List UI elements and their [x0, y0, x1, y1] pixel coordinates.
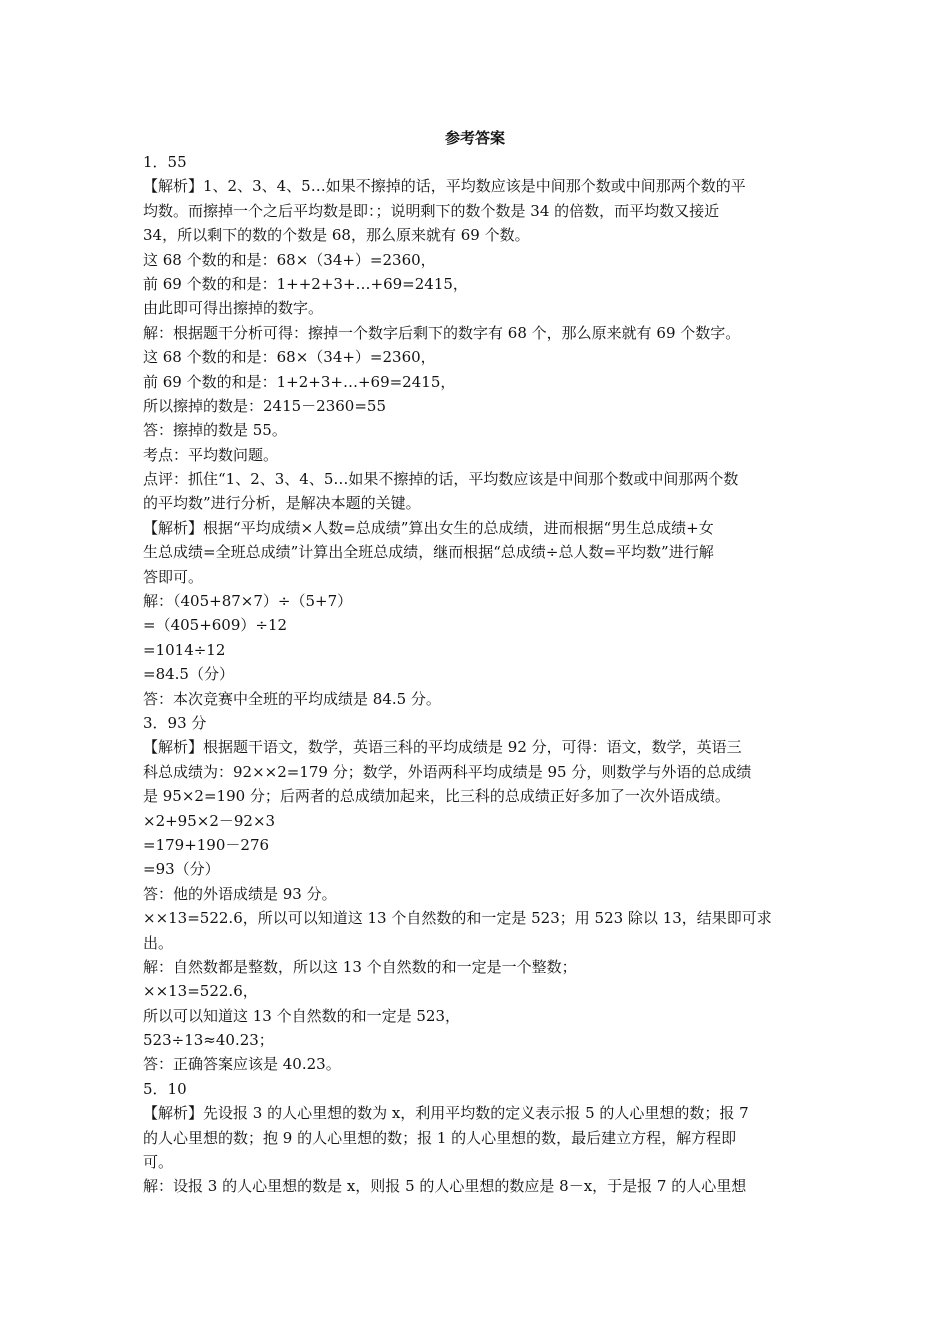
text-line: 点评：抓住“1、2、3、4、5…如果不擦掉的话，平均数应该是中间那个数或中间那两个数 — [143, 470, 739, 489]
text-line: 的平均数”进行分析，是解决本题的关键。 — [143, 494, 421, 513]
text-line: 1．55 — [143, 153, 187, 171]
text-line: 由此即可得出擦掉的数字。 — [143, 299, 324, 318]
text-line: 【解析】根据题干语文，数学，英语三科的平均成绩是 92 分，可得：语文，数学，英语三 — [143, 738, 742, 757]
text-line: 答：擦掉的数是 55。 — [143, 421, 287, 440]
text-line: 所以可以知道这 13 个自然数的和一定是 523， — [143, 1006, 461, 1025]
text-line: 523÷13≈40.23； — [143, 1031, 274, 1050]
text-line: 是 95×2=190 分；后两者的总成绩加起来，比三科的总成绩正好多加了一次外语成绩。 — [143, 787, 730, 806]
text-line: 可。 — [143, 1153, 174, 1172]
text-line: =179+190－276 — [143, 835, 270, 854]
text-line: ××13=522.6， — [143, 982, 258, 1001]
text-line: 解：自然数都是整数，所以这 13 个自然数的和一定是一个整数； — [143, 957, 577, 976]
text-line: =（405+609）÷12 — [143, 616, 288, 635]
text-line: 所以擦掉的数是：2415－2360=55 — [143, 396, 387, 415]
page-title: 参考答案 — [444, 129, 505, 147]
text-line: ××13=522.6，所以可以知道这 13 个自然数的和一定是 523；用 523 除以 13，结果即可求 — [143, 909, 772, 928]
text-line: 这 68 个数的和是：68×（34+）=2360， — [143, 348, 436, 367]
text-line: 解：（405+87×7）÷（5+7） — [143, 592, 353, 611]
text-line: 答：本次竞赛中全班的平均成绩是 84.5 分。 — [143, 689, 441, 708]
text-line: 前 69 个数的和是：1+2+3+…+69=2415， — [143, 372, 456, 391]
text-line: 的人心里想的数；抱 9 的人心里想的数；报 1 的人心里想的数，最后建立方程，解方程即 — [143, 1128, 737, 1147]
text-line: =93（分） — [143, 860, 220, 879]
text-line: 解：根据题干分析可得：擦掉一个数字后剩下的数字有 68 个，那么原来就有 69 个数字。 — [143, 323, 741, 342]
text-line: 【解析】根据“平均成绩×人数=总成绩”算出女生的总成绩，进而根据“男生总成绩+女 — [143, 518, 714, 537]
answer-text-block — [143, 150, 815, 1199]
text-line: 答：他的外语成绩是 93 分。 — [143, 884, 337, 903]
text-line: 解：设报 3 的人心里想的数是 x，则报 5 的人心里想的数应是 8－x，于是报 7 的人心里想 — [143, 1177, 747, 1196]
text-line: 出。 — [143, 933, 174, 952]
text-line: ×2+95×2－92×3 — [143, 811, 276, 830]
text-line: 5．10 — [143, 1079, 187, 1098]
text-line: 前 69 个数的和是：1++2+3+…+69=2415， — [143, 274, 468, 293]
text-line: 科总成绩为：92××2=179 分；数学，外语两科平均成绩是 95 分，则数学与外语的总成绩 — [143, 762, 752, 781]
text-line: 均数。而擦掉一个之后平均数是即：；说明剩下的数个数是 34 的倍数，而平均数又接近 — [143, 201, 720, 220]
text-line: 3．93 分 — [143, 713, 207, 732]
text-line: 答即可。 — [143, 567, 204, 586]
text-line: 生总成绩=全班总成绩”计算出全班总成绩，继而根据“总成绩÷总人数=平均数”进行解 — [143, 543, 714, 562]
text-line: =84.5（分） — [143, 665, 234, 684]
text-line: =1014÷12 — [143, 640, 226, 659]
text-line: 34，所以剩下的数的个数是 68，那么原来就有 69 个数。 — [143, 226, 530, 245]
text-line: 【解析】1、2、3、4、5…如果不擦掉的话，平均数应该是中间那个数或中间那两个数的平 — [143, 177, 746, 196]
text-line: 答：正确答案应该是 40.23。 — [143, 1055, 341, 1074]
text-line: 【解析】先设报 3 的人心里想的数为 x，利用平均数的定义表示报 5 的人心里想的数；报 7 — [143, 1104, 749, 1123]
text-line: 这 68 个数的和是：68×（34+）=2360， — [143, 250, 436, 269]
text-line: 考点：平均数问题。 — [143, 445, 279, 464]
